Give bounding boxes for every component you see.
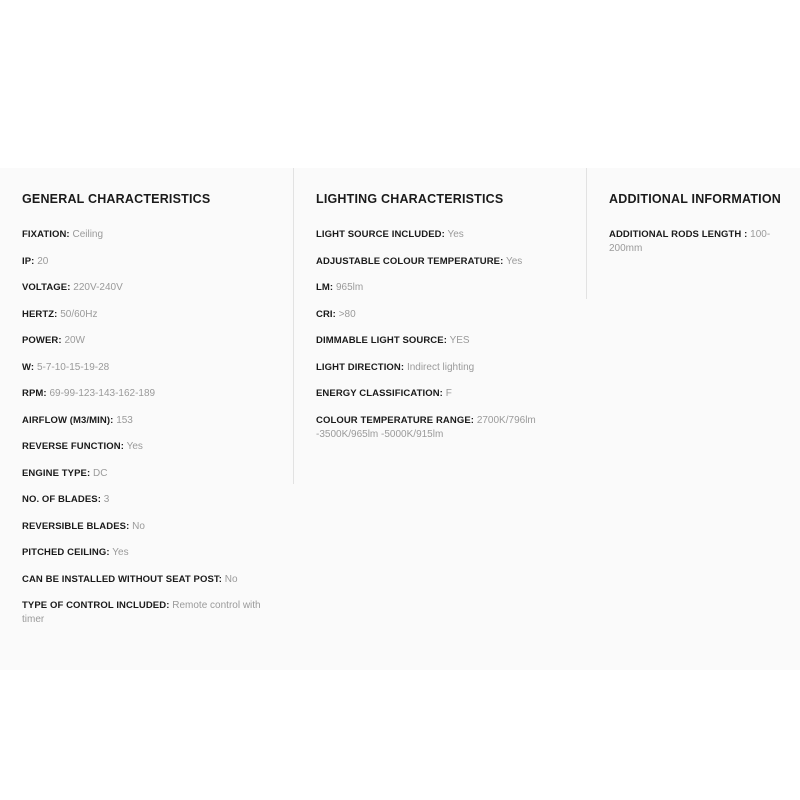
spec-label: LIGHT DIRECTION: xyxy=(316,361,405,373)
spec-label: ENERGY CLASSIFICATION: xyxy=(316,388,443,399)
spec-value: 3 xyxy=(103,494,110,505)
spec-row xyxy=(316,281,572,295)
spec-value: 220V-240V xyxy=(73,282,123,293)
spec-value: No xyxy=(224,573,238,585)
spec-row xyxy=(22,440,279,454)
spec-row xyxy=(22,308,279,322)
spec-label: ADJUSTABLE COLOUR TEMPERATURE: xyxy=(316,255,504,267)
spec-label: LIGHT SOURCE INCLUDED: xyxy=(316,229,445,240)
spec-value: >80 xyxy=(338,308,356,320)
spec-label: HERTZ: xyxy=(22,308,58,320)
spec-row xyxy=(316,361,572,375)
spec-label: ADDITIONAL RODS LENGTH : xyxy=(609,229,748,240)
spec-value: 153 xyxy=(116,414,133,426)
spec-row xyxy=(22,387,279,401)
spec-label: NO. OF BLADES: xyxy=(22,494,101,505)
spec-row xyxy=(22,599,279,627)
spec-value: 2700K/796lm -3500K/965lm -5000K/915lm xyxy=(316,414,536,440)
spec-label: PITCHED CEILING: xyxy=(22,547,110,558)
spec-value: Indirect lighting xyxy=(406,361,475,373)
spec-row xyxy=(22,414,279,428)
spec-row xyxy=(22,573,279,587)
spec-row xyxy=(316,308,572,322)
spec-value: Yes xyxy=(126,441,143,452)
spec-row xyxy=(316,255,572,269)
spec-row xyxy=(22,255,279,269)
spec-row xyxy=(22,520,279,534)
spec-label: COLOUR TEMPERATURE RANGE: xyxy=(316,414,475,426)
spec-value: 69-99-123-143-162-189 xyxy=(49,388,156,399)
spec-label: DIMMABLE LIGHT SOURCE: xyxy=(316,335,447,346)
spec-column-additional xyxy=(586,168,800,299)
spec-value: 20 xyxy=(37,255,49,267)
spec-label: RPM: xyxy=(22,388,47,399)
spec-label: REVERSIBLE BLADES: xyxy=(22,520,130,532)
spec-value: 965lm xyxy=(335,282,364,293)
column-title-additional: ADDITIONAL INFORMATION xyxy=(609,192,781,206)
spec-label: TYPE OF CONTROL INCLUDED: xyxy=(22,600,170,611)
spec-columns xyxy=(0,168,800,670)
spec-label: ENGINE TYPE: xyxy=(22,467,91,479)
column-title-lighting: LIGHTING CHARACTERISTICS xyxy=(316,192,504,206)
spec-label: POWER: xyxy=(22,335,62,346)
specification-sheet xyxy=(0,168,800,670)
spec-label: AIRFLOW (M3/MIN): xyxy=(22,414,114,426)
column-title-general: GENERAL CHARACTERISTICS xyxy=(22,192,211,206)
spec-row xyxy=(22,281,279,295)
spec-row xyxy=(316,414,572,442)
spec-row xyxy=(316,228,572,242)
spec-row xyxy=(22,493,279,507)
spec-value: 100-200mm xyxy=(609,229,771,254)
spec-value: 5-7-10-15-19-28 xyxy=(36,361,110,373)
spec-value: F xyxy=(445,388,452,399)
spec-label: IP: xyxy=(22,255,35,267)
spec-row xyxy=(316,387,572,401)
spec-row xyxy=(609,228,786,256)
spec-label: LM: xyxy=(316,282,334,293)
spec-row xyxy=(316,334,572,348)
spec-value: YES xyxy=(449,335,470,346)
spec-row xyxy=(22,361,279,375)
spec-label: CRI: xyxy=(316,308,336,320)
spec-value: Ceiling xyxy=(72,229,104,240)
spec-value: Yes xyxy=(112,547,129,558)
spec-value: Yes xyxy=(505,255,523,267)
spec-value: DC xyxy=(93,467,108,479)
spec-column-lighting xyxy=(293,168,586,484)
spec-value: 20W xyxy=(64,335,85,346)
spec-value: No xyxy=(132,520,145,532)
spec-label: CAN BE INSTALLED WITHOUT SEAT POST: xyxy=(22,573,223,585)
spec-value: 50/60Hz xyxy=(60,308,98,320)
spec-row xyxy=(22,467,279,481)
spec-label: FIXATION: xyxy=(22,229,70,240)
spec-column-general xyxy=(0,168,293,670)
spec-row xyxy=(22,334,279,348)
spec-label: VOLTAGE: xyxy=(22,282,71,293)
spec-label: REVERSE FUNCTION: xyxy=(22,441,124,452)
spec-row xyxy=(22,546,279,560)
spec-value: Remote control with timer xyxy=(22,600,261,625)
spec-label: W: xyxy=(22,361,35,373)
spec-row xyxy=(22,228,279,242)
spec-value: Yes xyxy=(447,229,464,240)
